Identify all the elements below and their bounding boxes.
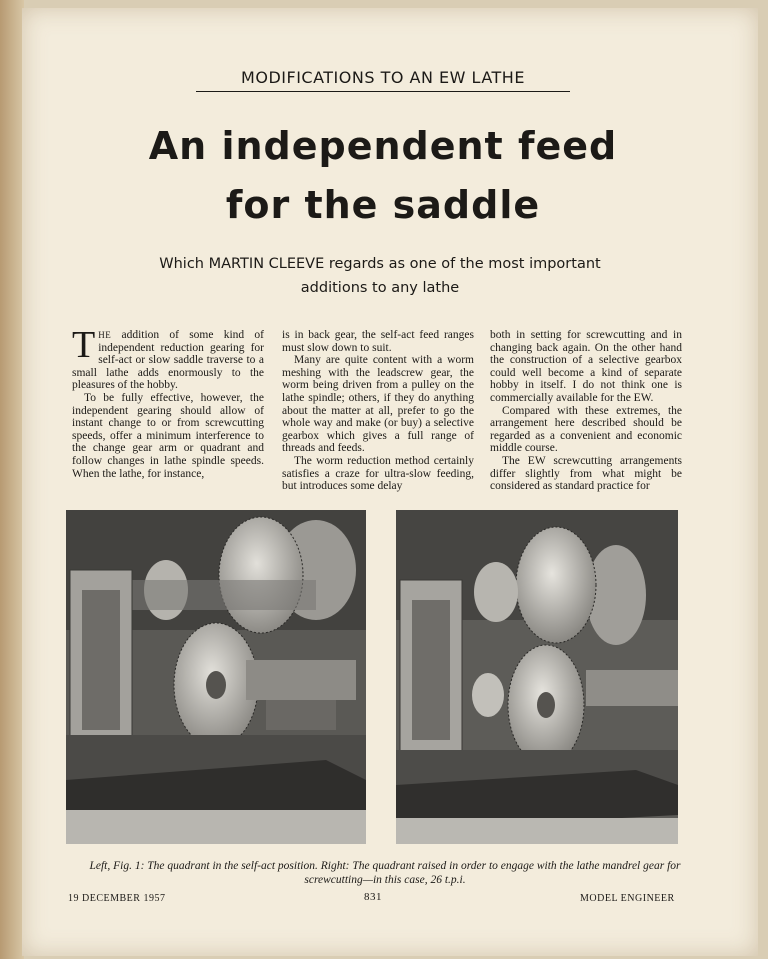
small-caps-lead: HE	[98, 330, 112, 340]
article-subtitle	[130, 252, 630, 300]
subtitle-line-2: additions to any lathe	[300, 280, 460, 296]
paragraph: Many are quite content with a worm meshing with the leadscrew gear, the worm being driven from a pulley on the lathe spindle; others, if they do anything about the matter at all, prefer to go the whole way and make (or buy) a selective gearbox which gives a full range of threads and feeds.	[282, 354, 474, 455]
paragraph: both in setting for screwcutting and in changing back again. On the other hand the construction of a selective gearbox could well become a kind of separate hobby in itself. I do not think one is commercially available for the EW.	[490, 329, 682, 404]
article-title-line-2: for the saddle	[225, 183, 541, 227]
subtitle-line-1: Which MARTIN CLEEVE regards as one of the most important	[159, 256, 601, 272]
paragraph-text: addition of some kind of independent reduction gearing for self-act or slow saddle traverse to a small lathe adds enormously to the pleasures of the hobby.	[72, 329, 264, 392]
paragraph: The EW screwcutting arrangements differ slightly from what might be considered as standard practice for	[490, 454, 682, 493]
photo-screwcutting-position	[396, 510, 678, 844]
paragraph: is in back gear, the self-act feed ranges must slow down to suit.	[282, 329, 474, 354]
drop-cap: T	[72, 324, 96, 366]
paragraph: To be fully effective, however, the independent gearing should allow of instant change to or from screwcutting speeds, offer a minimum interference to the change gear arm or quadrant and follow changes in lathe spindle speeds. When the lathe, for instance,	[72, 391, 264, 480]
magazine-name: MODEL ENGINEER	[580, 893, 675, 904]
page-number: 831	[364, 891, 382, 903]
binding-spine	[0, 0, 24, 959]
paragraph: The worm reduction method certainly satisfies a craze for ultra-slow feeding, but introduces some delay	[282, 454, 474, 493]
issue-date: 19 DECEMBER 1957	[68, 893, 166, 904]
photo-self-act-position	[66, 510, 366, 844]
figure-caption: Left, Fig. 1: The quadrant in the self-act position. Right: The quadrant raised in order to engage with the lathe mandrel gear for screwcutting—in this case, 26 t.p.i.	[89, 860, 681, 886]
paragraph	[72, 324, 264, 392]
text-column-3	[490, 329, 682, 493]
text-column-2	[282, 329, 474, 493]
article-title-line-1: An independent feed	[148, 124, 618, 168]
paragraph: Compared with these extremes, the arrangement here described should be regarded as a convenient and economic middle course.	[490, 404, 682, 455]
series-heading: MODIFICATIONS TO AN EW LATHE	[196, 68, 570, 92]
text-column-1	[72, 324, 264, 480]
